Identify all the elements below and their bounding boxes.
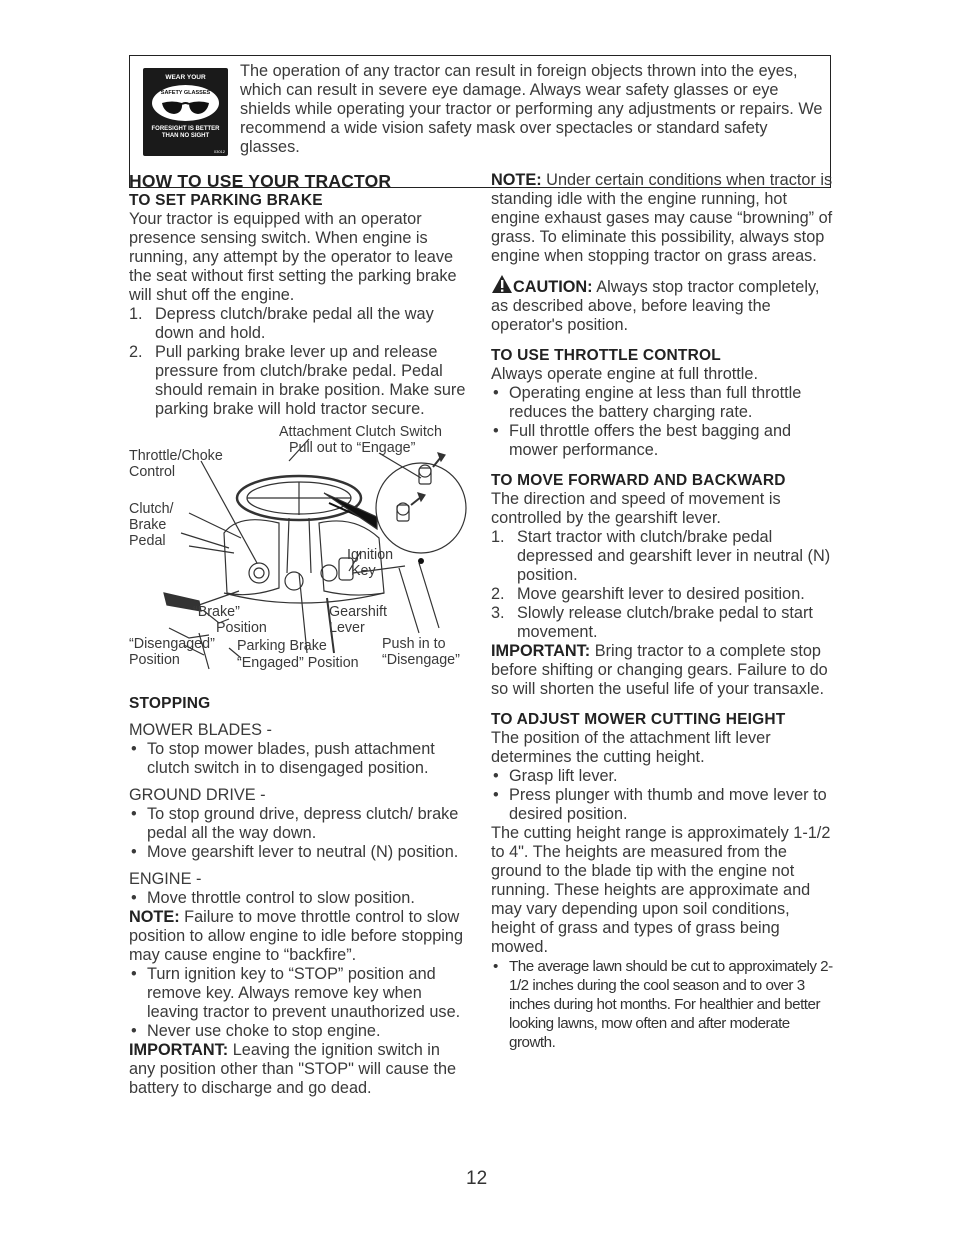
mower-blades-label: MOWER BLADES - [129,721,272,739]
icon-bottom-text [143,126,228,140]
step-text: Pull parking brake lever up and release pressure from clutch/brake pedal. Pedal should remain in brake position. Make sure parking brake will hold tractor secure. [155,343,466,418]
important-text: Bring tractor to a complete stop before shifting or changing gears. Failure to do so will shorten the useful life of your transaxle. [491,642,828,698]
icon-bottom-line-1: FORESIGHT IS BETTER [151,126,220,132]
note-label: NOTE: [491,171,542,189]
controls-figure [129,423,469,688]
icon-code: 03012 [213,149,225,154]
label-engaged-position: “Engaged” Position [237,655,359,671]
parking-intro: Your tractor is equipped with an operator presence sensing switch. When engine is running, any attempt by the operator to leave the seat without first setting the parking brake will shut off the engine. [129,210,457,304]
note-text: Failure to move throttle control to slow position to allow engine to idle before stopping may cause engine to “backfire”. [129,908,463,964]
parking-step [129,305,469,343]
left-column [129,171,469,1098]
label-throttle-choke: Throttle/Choke [129,448,223,464]
forward-intro: The direction and speed of movement is controlled by the gearshift lever. [491,490,781,527]
step-text: Move gearshift lever to desired position. [517,585,805,603]
forward-important [491,642,836,699]
stopping-bullet [129,843,469,862]
label-ignition: Ignition [347,547,394,563]
forward-step [491,604,836,642]
important-label: IMPORTANT: [491,642,591,660]
forward-backward-heading: TO MOVE FORWARD AND BACKWARD [491,472,786,489]
bullet-text: Move gearshift lever to neutral (N) position. [147,843,459,861]
cutting-height-heading: TO ADJUST MOWER CUTTING HEIGHT [491,711,786,728]
bullet-text: To stop ground drive, depress clutch/ brake pedal all the way down. [147,805,459,842]
engine-label: ENGINE - [129,870,202,888]
right-column [491,171,836,1052]
throttle-bullet [491,422,836,460]
label-lever: Lever [329,620,365,636]
warning-text: The operation of any tractor can result in foreign objects thrown into the eyes, which can result in severe eye damage. Always wear safety glasses or eye shields while operating your tractor or performing any adjustments or repairs. We recommend a wide vision safety mask over spectacles or standard safety glasses. [240,62,823,156]
label-control: Control [129,464,176,480]
parking-step [129,343,469,419]
throttle-bullet [491,384,836,422]
label-key: Key [351,563,376,579]
bullet-text: The average lawn should be cut to approximately 2-1/2 inches during the cool season and to over 3 inches during hot months. For healthier and better looking lawns, mow often and after moderate growth. [509,958,833,1051]
label-brake: Brake [129,517,167,533]
bullet-text: Move throttle control to slow position. [147,889,415,907]
label-parking-brake: Parking Brake [237,638,327,654]
bullet-text: Turn ignition key to “STOP” position and remove key. Always remove key when leaving tractor to prevent unauthorized use. [147,965,461,1021]
forward-step [491,585,836,604]
stopping-bullet [129,1022,469,1041]
step-number: 2. [129,343,143,361]
browning-note [491,171,836,266]
caution-paragraph [491,274,836,335]
bullet-dot: • [131,740,137,758]
bullet-text: Grasp lift lever. [509,767,618,785]
important-label: IMPORTANT: [129,1041,229,1059]
label-disengaged-position: Position [129,652,180,668]
icon-top-text: WEAR YOUR [165,74,206,81]
lawn-height-bullet [491,957,836,1052]
bullet-dot: • [493,786,499,804]
bullet-dot: • [493,958,498,975]
height-paragraph: The cutting height range is approximately 1-1/2 to 4". The heights are measured from the ground to the blade tip with the engine not running. These heights are approximate and may vary depending upon soil conditions, height of grass and types of grass being mowed. [491,824,831,956]
stopping-important [129,1041,469,1098]
bullet-text: Press plunger with thumb and move lever to desired position. [509,786,827,823]
note-label: NOTE: [129,908,180,926]
bullet-text: Full throttle offers the best bagging and mower performance. [509,422,792,459]
stopping-heading: STOPPING [129,695,211,712]
note-text: Under certain conditions when tractor is standing idle with the engine running, hot engine exhaust gases may cause “browning” of grass. To eliminate this possibility, always stop engine when stopping tractor on grass areas. [491,171,833,265]
stopping-bullet [129,889,469,908]
bullet-dot: • [493,767,499,785]
icon-oval-text: SAFETY GLASSES [160,90,211,96]
label-brake-position: “Brake” [193,604,240,620]
bullet-text: Operating engine at less than full throttle reduces the battery charging rate. [509,384,802,421]
icon-bottom-line-2: THAN NO SIGHT [161,133,210,139]
label-attachment-clutch: Attachment Clutch Switch [279,424,442,440]
step-number: 3. [491,604,505,622]
bullet-text: To stop mower blades, push attachment clutch switch in to disengaged position. [147,740,435,777]
step-number: 1. [129,305,143,323]
caution-text: Always stop tractor completely, as described above, before leaving the operator's position. [491,278,820,334]
caution-label: CAUTION: [513,278,593,296]
parking-brake-heading: TO SET PARKING BRAKE [129,192,323,209]
page-number: 12 [466,1168,488,1189]
forward-step [491,528,836,585]
height-bullet [491,786,836,824]
stopping-bullet [129,965,469,1022]
step-text: Slowly release clutch/brake pedal to start movement. [517,604,813,641]
ground-drive-label: GROUND DRIVE - [129,786,266,804]
bullet-dot: • [131,1022,137,1040]
step-text: Depress clutch/brake pedal all the way down and hold. [155,305,434,342]
caution-warning-icon [491,274,513,294]
height-bullet [491,767,836,786]
label-gearshift: Gearshift [329,604,388,620]
label-clutch: Clutch/ [129,501,174,517]
section-heading: HOW TO USE YOUR TRACTOR [129,171,392,191]
safety-warning-box [129,55,831,188]
bullet-dot: • [493,422,499,440]
bullet-dot: • [131,805,137,823]
step-number: 1. [491,528,505,546]
label-disengage: “Disengage” [382,652,460,668]
bullet-dot: • [131,889,137,907]
step-number: 2. [491,585,505,603]
icon-glasses-oval [152,85,219,121]
step-text: Start tractor with clutch/brake pedal depressed and gearshift lever in neutral (N) position. [517,528,831,584]
label-disengaged: “Disengaged” [129,636,215,652]
important-text: Leaving the ignition switch in any position other than "STOP" will cause the battery to discharge and go dead. [129,1041,457,1097]
bullet-dot: • [493,384,499,402]
safety-glasses-icon [143,68,228,156]
stopping-bullet [129,805,469,843]
bullet-text: Never use choke to stop engine. [147,1022,381,1040]
stopping-bullet [129,740,469,778]
label-position: Position [216,620,267,636]
label-push-in: Push in to [382,636,446,652]
label-pedal: Pedal [129,533,166,549]
bullet-dot: • [131,965,137,983]
bullet-dot: • [131,843,137,861]
glasses-icon [152,85,219,121]
throttle-heading: TO USE THROTTLE CONTROL [491,347,721,364]
label-pull-out: Pull out to “Engage” [289,440,416,456]
throttle-intro: Always operate engine at full throttle. [491,365,758,383]
height-intro: The position of the attachment lift lever determines the cutting height. [491,729,771,766]
stopping-note [129,908,469,965]
